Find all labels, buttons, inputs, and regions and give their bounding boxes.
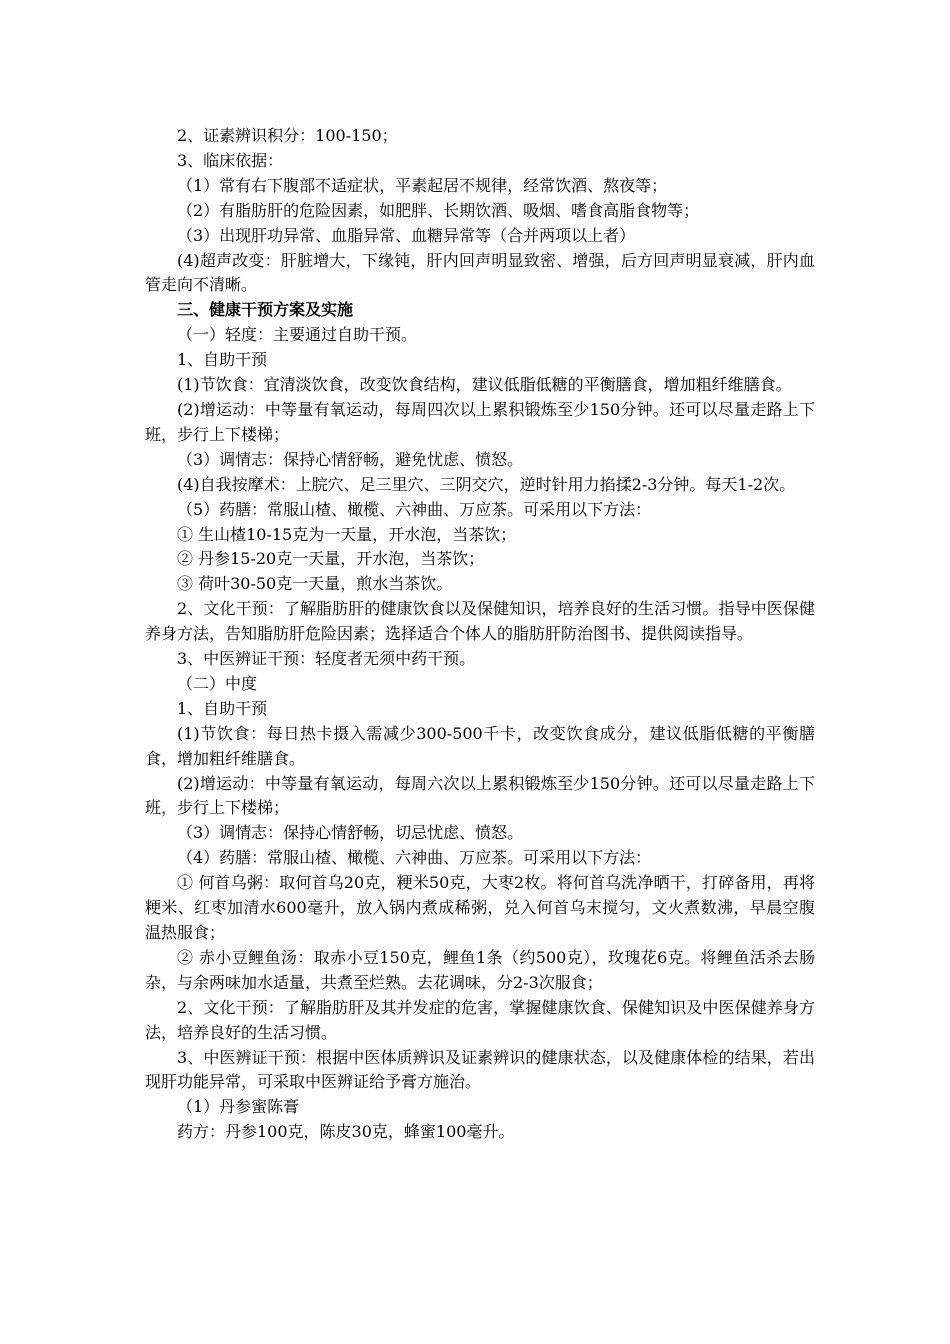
paragraph: （3）出现肝功异常、血脂异常、血糖异常等（合并两项以上者） — [177, 225, 636, 245]
list-item: ② 赤小豆鲤鱼汤：取赤小豆150克，鲤鱼1条（约500克），玫瑰花6克。将鲤鱼活杀去肠杂，与余两味加水适量，共煮至烂熟。去花调味，分2-3次服食； — [145, 947, 815, 992]
paragraph: 3、临床依据： — [177, 150, 284, 170]
list-item: ② 丹参15-20克一天量，开水泡，当茶饮； — [177, 549, 485, 569]
paragraph: (4)超声改变：肝脏增大，下缘钝，肝内回声明显致密、增强，后方回声明显衰减，肝内血管走向不清晰。 — [145, 250, 815, 295]
list-item: ① 何首乌粥：取何首乌20克，粳米50克，大枣2枚。将何首乌洗净晒干，打碎备用，再将粳米、红枣加清水600毫升，放入锅内煮成稀粥，兑入何首乌末搅匀，文火煮数沸，早晨空腹温热服食； — [145, 873, 815, 942]
paragraph: (2)增运动：中等量有氧运动，每周六次以上累积锻炼至少150分钟。还可以尽量走路上下班，步行上下楼梯； — [145, 773, 815, 818]
paragraph: （4）药膳：常服山楂、橄榄、六神曲、万应茶。可采用以下方法： — [177, 848, 652, 868]
section-heading: 三、健康干预方案及实施 — [177, 300, 354, 320]
subsection-heading: （二）中度 — [177, 673, 258, 693]
paragraph: 3、中医辨证干预：根据中医体质辨识及证素辨识的健康状态，以及健康体检的结果，若出现肝功能异常，可采取中医辨证给予膏方施治。 — [145, 1047, 815, 1092]
paragraph: （5）药膳：常服山楂、橄榄、六神曲、万应茶。可采用以下方法： — [177, 499, 652, 519]
paragraph: (1)节饮食：每日热卡摄入需减少300-500千卡，改变饮食成分，建议低脂低糖的平衡膳食，增加粗纤维膳食。 — [145, 723, 815, 768]
subsection-heading: （一）轻度：主要通过自助干预。 — [177, 325, 418, 345]
paragraph: （1）丹参蜜陈膏 — [177, 1097, 300, 1117]
paragraph: 2、文化干预：了解脂肪肝的健康饮食以及保健知识，培养良好的生活习惯。指导中医保健养身方法，告知脂肪肝危险因素；选择适合个体人的脂肪肝防治图书、提供阅读指导。 — [145, 599, 815, 644]
paragraph: 2、文化干预：了解脂肪肝及其并发症的危害，掌握健康饮食、保健知识及中医保健养身方法，培养良好的生活习惯。 — [145, 997, 815, 1042]
paragraph: 3、中医辨证干预：轻度者无须中药干预。 — [177, 649, 476, 669]
paragraph: 药方：丹参100克，陈皮30克，蜂蜜100毫升。 — [177, 1122, 515, 1142]
paragraph: （2）有脂肪肝的危险因素，如肥胖、长期饮酒、吸烟、嗜食高脂食物等； — [177, 200, 700, 220]
paragraph: 1、自助干预 — [177, 350, 268, 370]
paragraph: (4)自我按摩术：上脘穴、足三里穴、三阴交穴，逆时针用力掐揉2-3分钟。每天1-2次。 — [177, 474, 796, 494]
paragraph: 2、证素辨识积分：100-150； — [177, 126, 398, 145]
document-page — [145, 124, 815, 1145]
paragraph: 1、自助干预 — [177, 698, 268, 718]
paragraph: (1)节饮食：宜清淡饮食，改变饮食结构，建议低脂低糖的平衡膳食，增加粗纤维膳食。 — [177, 375, 792, 395]
paragraph: （1）常有右下腹部不适症状，平素起居不规律，经常饮酒、熬夜等； — [177, 175, 668, 195]
list-item: ① 生山楂10-15克为一天量，开水泡，当茶饮； — [177, 524, 517, 544]
paragraph: （3）调情志：保持心情舒畅，切忌忧虑、愤怒。 — [177, 823, 524, 843]
paragraph: (2)增运动：中等量有氧运动，每周四次以上累积锻炼至少150分钟。还可以尽量走路上下班，步行上下楼梯； — [145, 399, 815, 444]
paragraph: （3）调情志：保持心情舒畅，避免忧虑、愤怒。 — [177, 449, 524, 469]
list-item: ③ 荷叶30-50克一天量，煎水当茶饮。 — [177, 574, 453, 594]
